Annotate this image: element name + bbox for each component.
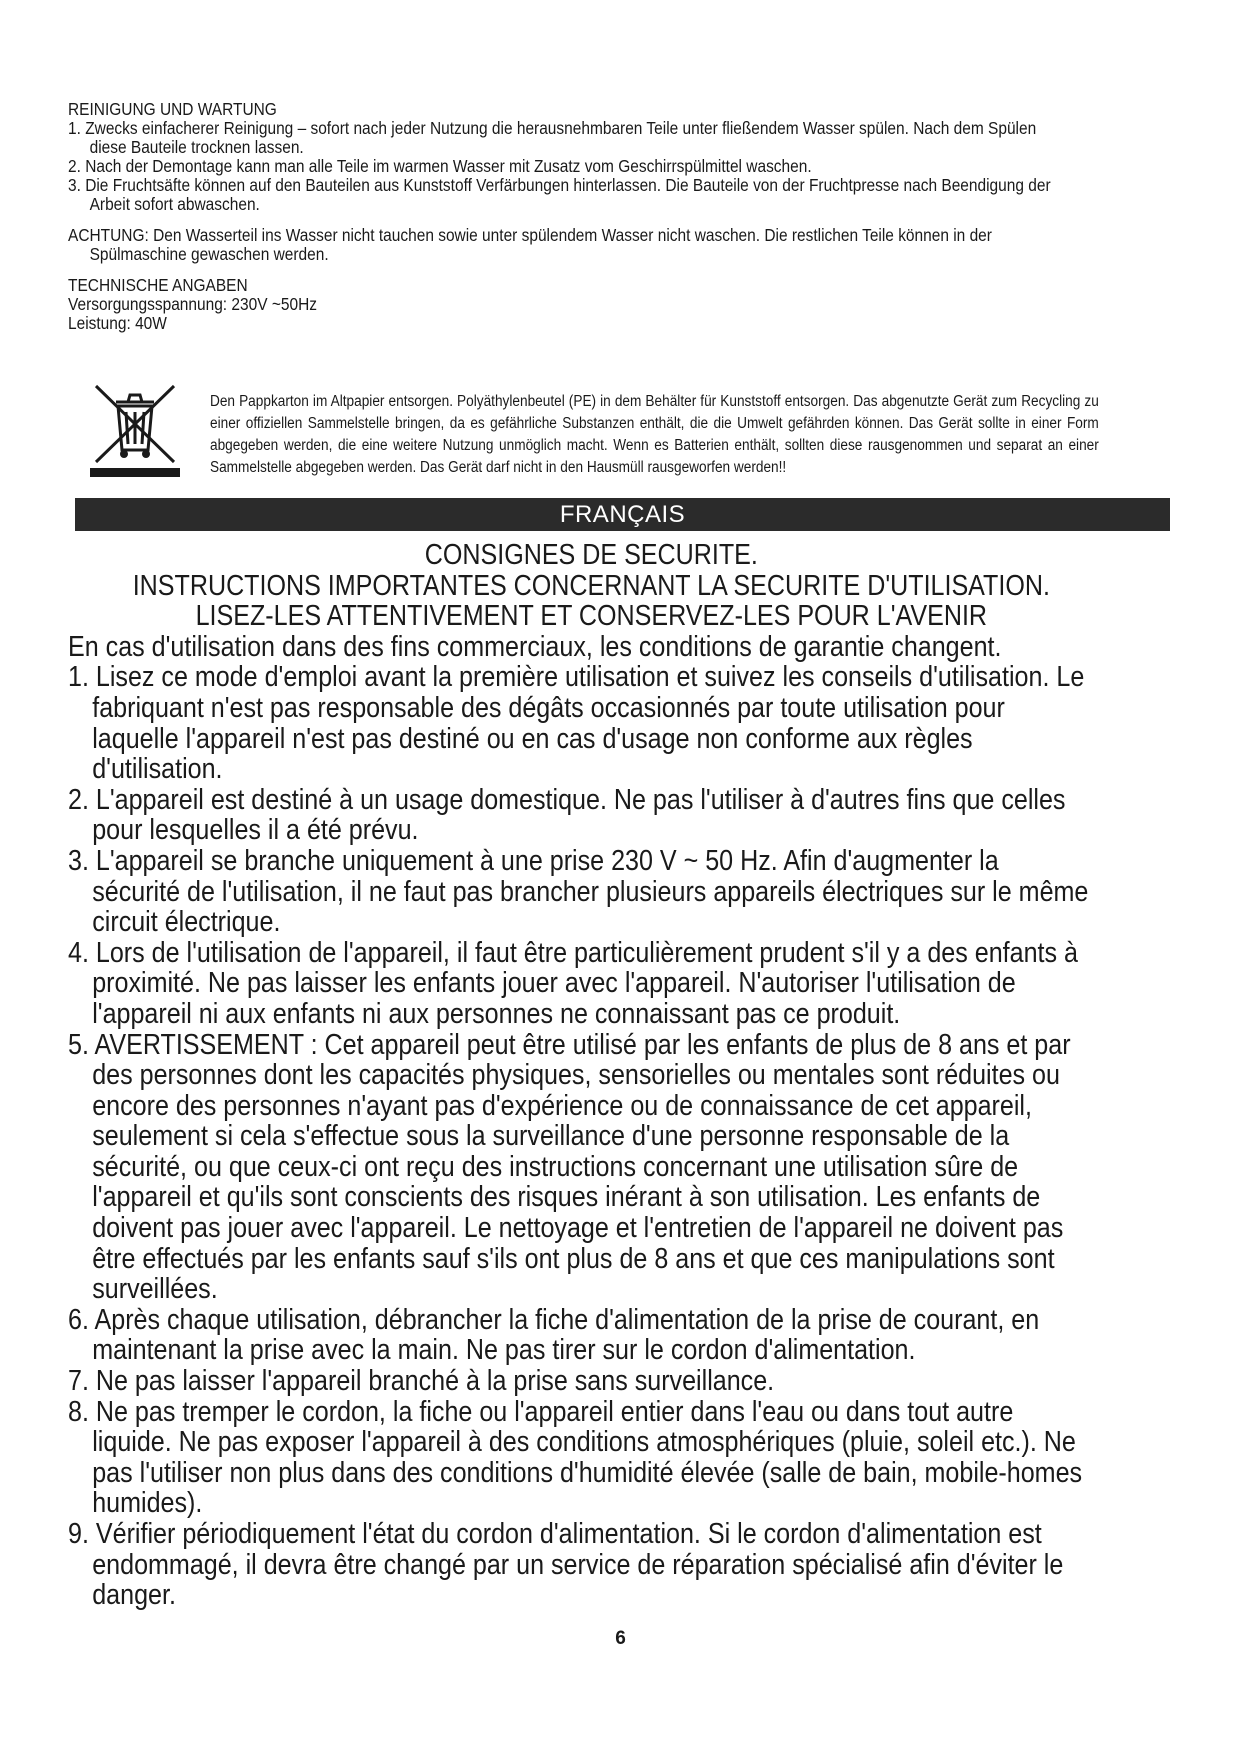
- safety-item: 4. Lors de l'utilisation de l'appareil, il faut être particulièrement prudent s'il y a des enfants à proximité. Ne pas laisser les enfants jouer avec l'appareil. N'autoriser l'utilisation de l'appareil ni aux enfants ni aux personnes ne connaissant pas ce produit.: [68, 936, 1078, 1030]
- tech-heading: TECHNISCHE ANGABEN: [68, 275, 248, 295]
- tech-voltage: Versorgungsspannung: 230V ~50Hz: [68, 294, 317, 314]
- safety-item: 5. AVERTISSEMENT : Cet appareil peut être utilisé par les enfants de plus de 8 ans et par des personnes dont les capacités physiques, sensorielles ou mentales sont réduites ou encore des personnes n'ayant pas d'expérience ou de connaissance de cet appareil, seulement si cela s'effectue sous la surveillance d'une personne responsable de la sécurité, ou que ceux-ci ont reçu des instructions concernant une utilisation sûre de l'appareil et qu'ils sont conscients des risques inérant à son utilisation. Les enfants de doivent pas jouer avec l'appareil. Le nettoyage et l'entretien de l'appareil ne doivent pas être effectués par les enfants sauf s'ils ont plus de 8 ans et que ces manipulations sont surveillées.: [68, 1028, 1071, 1306]
- recycling-text: Den Pappkarton im Altpapier entsorgen. Polyäthylenbeutel (PE) in dem Behälter für Kunststoff entsorgen. Das abgenutzte Gerät zum Recycling zu einer offiziellen Sammelstelle bringen, da es gefährliche Substanzen enthält, die die Umwelt gefährden können. Das Gerät sollte in einer Form abgegeben werden, die eine weitere Nutzung unmöglich macht. Wenn es Batterien enthält, sollten diese rausgenommen und separat an einer Sammelstelle abgegeben werden. Das Gerät darf nicht in den Hausmüll rausgeworfen werden!!: [210, 393, 1099, 476]
- safety-subtitle: INSTRUCTIONS IMPORTANTES CONCERNANT LA SECURITE D'UTILISATION.: [132, 569, 1050, 602]
- recycling-note: [210, 391, 1099, 479]
- cleaning-item: 3. Die Fruchtsäfte können auf den Bauteilen aus Kunststoff Verfärbungen hinterlassen. Die Bauteile von der Fruchtpresse nach Beendigung der Arbeit sofort abwaschen.: [68, 175, 1051, 214]
- safety-item: 6. Après chaque utilisation, débrancher la fiche d'alimentation de la prise de courant, en maintenant la prise avec la main. Ne pas tirer sur le cordon d'alimentation.: [68, 1303, 1040, 1367]
- cleaning-item: 2. Nach der Demontage kann man alle Teile im warmen Wasser mit Zusatz vom Geschirrspülmittel waschen.: [68, 156, 812, 176]
- safety-item: 1. Lisez ce mode d'emploi avant la première utilisation et suivez les conseils d'utilisation. Le fabriquant n'est pas responsable des dégâts occasionnés par toute utilisation pour laquelle l'appareil n'est pas destiné ou en cas d'usage non conforme aux règles d'utilisation.: [68, 661, 1085, 786]
- cleaning-item: 1. Zwecks einfacherer Reinigung – sofort nach jeder Nutzung die herausnehmbaren Teile unter fließendem Wasser spülen. Nach dem Spülen diese Bauteile trocknen lassen.: [68, 118, 1037, 157]
- safety-subtitle: LISEZ-LES ATTENTIVEMENT ET CONSERVEZ-LES POUR L'AVENIR: [195, 600, 988, 633]
- german-section: [68, 100, 1067, 333]
- crossed-out-wheelie-bin-icon: [90, 380, 180, 480]
- cleaning-heading: REINIGUNG UND WARTUNG: [68, 99, 277, 119]
- safety-title: CONSIGNES DE SECURITE.: [424, 539, 758, 571]
- safety-item: 8. Ne pas tremper le cordon, la fiche ou l'appareil entier dans l'eau ou dans tout autre liquide. Ne pas exposer l'appareil à des conditions atmosphériques (pluie, soleil etc.). Ne pas l'utiliser non plus dans des conditions d'humidité élevée (salle de bain, mobile-homes humides).: [68, 1395, 1083, 1520]
- safety-item: 3. L'appareil se branche uniquement à une prise 230 V ~ 50 Hz. Afin d'augmenter la sécurité de l'utilisation, il ne faut pas brancher plusieurs appareils électriques sur le même circuit électrique.: [68, 844, 1089, 939]
- attention-note: ACHTUNG: Den Wasserteil ins Wasser nicht tauchen sowie unter spülendem Wasser nicht waschen. Die restlichen Teile können in der Spülmaschine gewaschen werden.: [68, 225, 992, 264]
- french-section: [68, 540, 1089, 1611]
- intro-text: En cas d'utilisation dans des fins commerciaux, les conditions de garantie changent.: [68, 630, 1002, 663]
- tech-power: Leistung: 40W: [68, 313, 167, 333]
- safety-item: 9. Vérifier périodiquement l'état du cordon d'alimentation. Si le cordon d'alimentation est endommagé, il devra être changé par un service de réparation spécialisé afin d'éviter le danger.: [68, 1518, 1064, 1612]
- safety-item: 2. L'appareil est destiné à un usage domestique. Ne pas l'utiliser à d'autres fins que celles pour lesquelles il a été prévu.: [68, 783, 1066, 847]
- safety-item: 7. Ne pas laisser l'appareil branché à la prise sans surveillance.: [68, 1365, 775, 1398]
- language-label: FRANÇAIS: [559, 500, 686, 528]
- page-number: 6: [615, 1628, 626, 1649]
- language-bar: [75, 498, 1170, 531]
